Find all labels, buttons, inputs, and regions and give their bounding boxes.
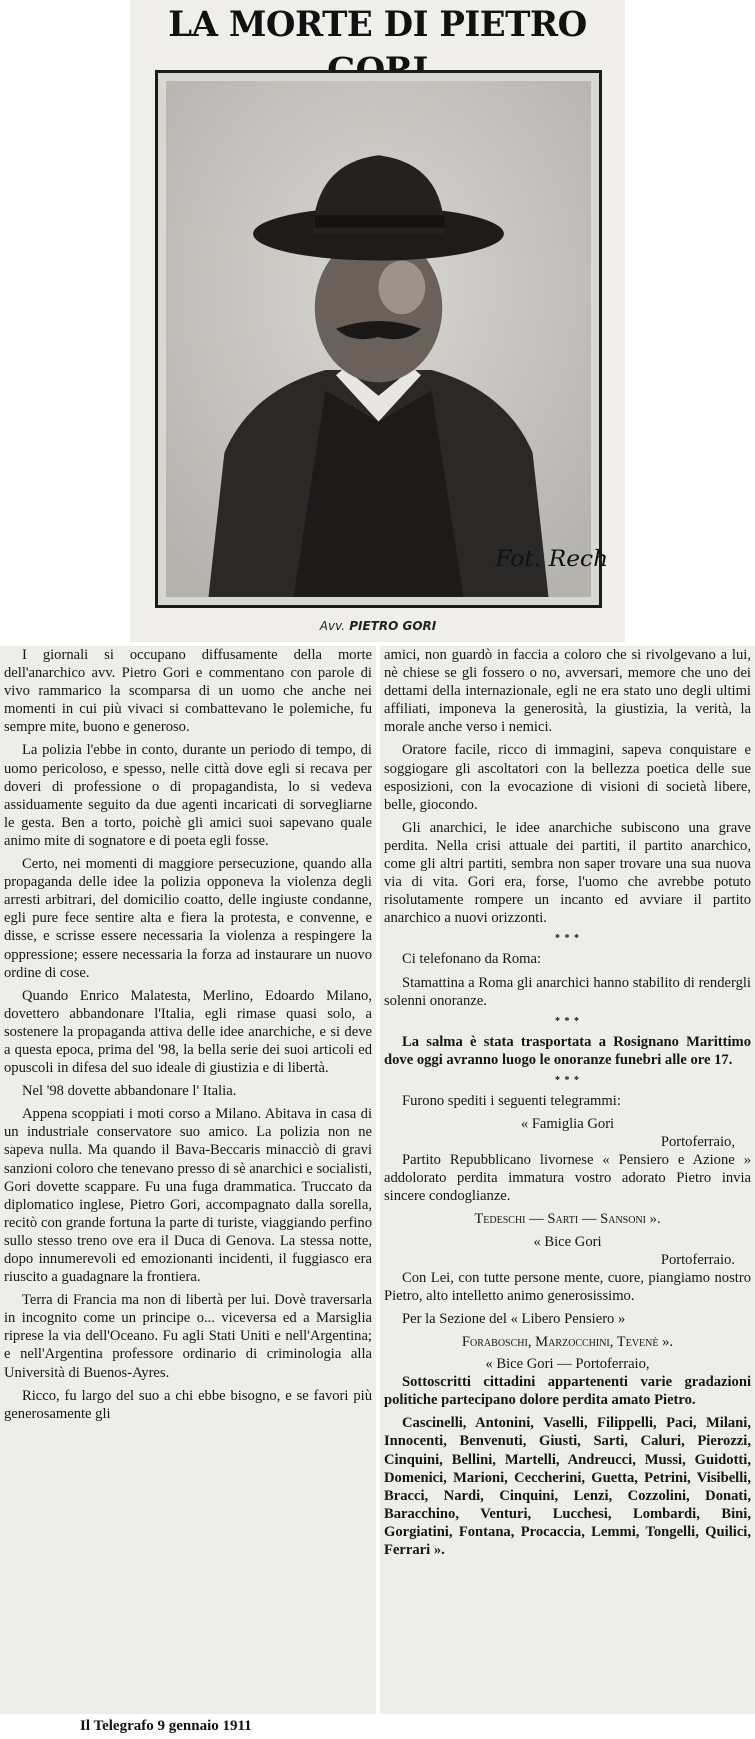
- photo-caption: [268, 619, 488, 637]
- footer: [0, 1717, 755, 1739]
- telegram3-recipient: « Bice Gori — Portoferraio,: [485, 1356, 650, 1373]
- telegram1-place: Portoferraio,: [660, 1134, 735, 1151]
- salma-text: La salma è stata trasportata a Rosignano Marittimo dove oggi avranno luogo le onoranze funebri alle ore 17.: [384, 1033, 751, 1068]
- portrait-image: [166, 81, 609, 597]
- telegram2-recipient: « Bice Gori: [533, 1233, 602, 1250]
- portrait-photo-frame: [155, 70, 609, 608]
- paragraph: Oratore facile, ricco di immagini, sapeva conquistare e soggiogare gli ascoltatori con la bellezza poetica delle sue esposizioni, con la evocazione di visioni di società libere, belle, giocondo.: [384, 742, 751, 813]
- telegram2-body: Con Lei, con tutte persone mente, cuore, piangiamo nostro Pietro, alto intelletto animo generosissimo.: [384, 1269, 751, 1304]
- paragraph: Certo, nei momenti di maggiore persecuzione, quando alla propaganda delle idee la polizia opponeva la violenza degli arresti arbitrari, del domicilio coatto, delle ingiuste condanne, egli pure fece sentire alta e fiera la protesta, e convenne, e disse, e scrisse essere necessaria la violenza a respingere la oppressione; essere necessaria la forza ad instaurare un nuovo ordine di cose.: [4, 856, 372, 981]
- section-separator: * * *: [555, 1015, 580, 1027]
- caption-name: PIETRO GORI: [349, 619, 437, 633]
- paragraph: Appena scoppiati i moti corso a Milano. Abitava in casa di un industriale conservatore suo amico. La polizia non ne sapeva nulla. Ma quando il Bava-Beccaris minacciò di gravi sanzioni coloro che tenevano presso di sè anarchici e socialisti, Gori dovette scappare. Fu una fuga drammatica. Truccato da diplomatico inglese, Pietro Gori, accompagnato dalla sorella, recitò con grande fortuna la parte di turiste, viaggiando perfino sullo stesso treno ove era il Duca di Genova. La stessa notte, dopo innumerevoli ed emozionanti incidenti, il fuggiasco era riuscito a guadagnare la frontiera.: [4, 1106, 372, 1286]
- telegram3-body: Sottoscritti cittadini appartenenti varie gradazioni politiche partecipano dolore perdita amato Pietro.: [384, 1374, 751, 1409]
- paragraph: Nel '98 dovette abbandonare l' Italia.: [22, 1083, 237, 1100]
- header-area: [0, 0, 755, 642]
- paragraph: Terra di Francia ma non di libertà per lui. Dovè traversarla in incognito come un principe o... viceversa ed a Marsiglia riprese la via dell'Oceano. Fu agli Stati Uniti e nell'Argentina; e nell'Argentina professore ordinario di criminologia alla Università di Buenos-Ayres.: [4, 1292, 372, 1381]
- telegram1-recipient: « Famiglia Gori: [520, 1115, 615, 1132]
- article-body: [0, 642, 755, 1717]
- rome-heading: Ci telefonano da Roma:: [402, 951, 542, 968]
- telegram2-signers: Foraboschi, Marzocchini, Tevenè ».: [461, 1334, 674, 1350]
- paragraph: amici, non guardò in faccia a coloro che si rivolgevano a lui, nè chiese se gli fossero o no, avversari, memore che uno dei dettami della internazionale, egli ne era stato uno degli ultimi affiliati, imponeva la generosità, la giustizia, la verità, la morale anche verso i nemici.: [384, 647, 751, 736]
- telegram2-place: Portoferraio.: [660, 1251, 735, 1268]
- section-separator: * * *: [555, 933, 580, 945]
- section-separator: * * *: [555, 1074, 580, 1086]
- telegram1-signers: Tedeschi — Sarti — Sansoni ».: [474, 1211, 661, 1228]
- telegram2-section: Per la Sezione del « Libero Pensiero »: [402, 1310, 626, 1327]
- source-credit: Il Telegrafo 9 gennaio 1911: [80, 1718, 252, 1734]
- portrait-photo: [166, 81, 609, 597]
- paragraph: Ricco, fu largo del suo a chi ebbe bisogno, e se favori più generosamente gli: [4, 1387, 372, 1422]
- article-column-right: [380, 646, 755, 1714]
- paragraph: I giornali si occupano diffusamente della morte dell'anarchico avv. Pietro Gori e commentano con parole di vivo rammarico la scomparsa di un uomo che anche nei momenti in cui più vivaci si combattevano le polemiche, fu sempre mite, buono e generoso.: [4, 647, 372, 736]
- photo-signature: Fot. Rech: [495, 546, 609, 572]
- headline: LA MORTE DI PIETRO: [168, 4, 587, 45]
- paragraph: La polizia l'ebbe in conto, durante un periodo di tempo, di uomo pericoloso, e spesso, nelle città dove egli si recava per doveri di professione o di propagandista, lo si vedeva assiduamente seguito da due agenti incaricati di sorvegliarne le gesta. Ben a torto, poichè gli amici suoi sapevano quale animo mite di sognatore e di poeta egli fosse.: [4, 742, 372, 849]
- telegram1-body: Partito Repubblicano livornese « Pensiero e Azione » addolorato perdita immatura vostro adorato Pietro invia sincere condoglianze.: [384, 1152, 751, 1205]
- telegrams-intro: Furono spediti i seguenti telegrammi:: [402, 1092, 621, 1109]
- paragraph: Gli anarchici, le idee anarchiche subiscono una grave perdita. Nella crisi attuale dei partiti, il partito anarchico, come gli altri partiti, sembra non saper trovare una sua nuova via di vita. Gori era, forse, l'uomo che avrebbe potuto risolutamente rompere un incanto ed avviare il partito anarchico a nuovi orizzonti.: [384, 819, 751, 927]
- paragraph: Quando Enrico Malatesta, Merlino, Edoardo Milano, dovettero abbandonare l'Italia, egli rimase quasi solo, a sostenere la propaganda attiva delle idee anarchiche, e si deve a questa epoca, prima del '98, la bella serie dei suoi articoli ed opuscoli in difesa del suo ideale di giustizia e di libertà.: [4, 987, 372, 1077]
- caption-prefix: Avv.: [319, 619, 346, 633]
- article-column-left: [0, 646, 376, 1714]
- telegram3-names: Cascinelli, Antonini, Vaselli, Filippelli, Paci, Milani, Innocenti, Benvenuti, Giusti, Sarti, Caluri, Pierozzi, Cinquini, Bellini, Martelli, Andreucci, Mussi, Guidotti, Domenici, Marioni, Ceccherini, Guetta, Petrini, Visibelli, Bracci, Nardi, Cinquini, Lenzi, Cozzolini, Donati, Baracchino, Venturi, Lucchesi, Lombardi, Bini, Gorgiatini, Fontana, Procaccia, Lemmi, Tongelli, Quilici, Ferrari ».: [384, 1415, 751, 1559]
- rome-text: Stamattina a Roma gli anarchici hanno stabilito di rendergli solenni onoranze.: [384, 974, 751, 1009]
